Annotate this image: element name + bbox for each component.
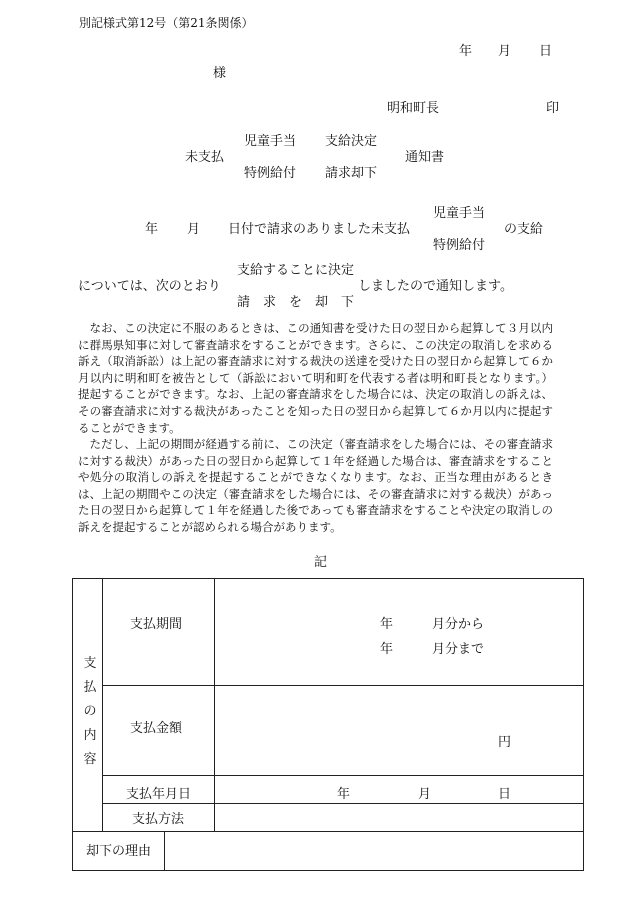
table-group-label: 支 払 の 内 容	[83, 656, 97, 767]
date-day-label: 日	[539, 44, 553, 59]
payment-amount-label: 支払金額	[130, 721, 183, 736]
period-from-year: 年	[380, 617, 394, 632]
intro-rejected: 請 求 を 却 下	[237, 295, 355, 310]
intro-notice-suffix: しましたので通知します。	[358, 279, 513, 294]
intro-month-label: 月	[187, 222, 201, 237]
intro-year-label: 年	[145, 222, 159, 237]
payment-period-label: 支払期間	[130, 617, 183, 632]
table-divider	[102, 578, 103, 831]
intro-allowance-child: 児童手当	[433, 206, 486, 221]
body-paragraph-1: なお、この決定に不服のあるときは、この通知書を受けた日の翌日から起算して３月以内に群馬県知事に対して審査請求をすることができます。さらに、この決定の取消しを求める訴え（取消訴訟）は上記の審査請求に対する裁決の送達を受けた日の翌日から起算して６か月以内に明和町を被告として（訴訟において明和町を代表する者は明和町長となります。）提起することができます。なお、上記の審査請求をした場合には、決定の取消しの訴えは、その審査請求に対する裁決があったことを知った日の翌日から起算して６か月以内に提起することができます。	[78, 321, 553, 435]
title-action-reject: 請求却下	[325, 166, 378, 181]
payment-date-month: 月	[418, 787, 432, 802]
table-divider	[164, 831, 165, 871]
intro-request-text: 日付で請求のありました未支払	[228, 222, 411, 237]
period-from-month: 月分から	[432, 617, 485, 632]
payment-date-day: 日	[498, 787, 512, 802]
title-unpaid: 未支払	[185, 150, 225, 165]
form-number: 別記様式第12号（第21条関係）	[79, 16, 254, 30]
body-paragraph-2: ただし、上記の期間が経過する前に、この決定（審査請求をした場合には、その審査請求に対する裁決）があった日の翌日から起算して１年を経過した場合は、審査請求をすることや処分の取消しの訴えを提起することができなくなります。なお、正当な理由があるときは、上記の期間やこの決定（審査請求をした場合には、その審査請求に対する裁決）があった日の翌日から起算して１年を経過した後であっても審査請求をすることや決定の取消しの訴えを提起することが認められる場合があります。	[78, 437, 553, 534]
payment-method-label: 支払方法	[132, 812, 185, 827]
intro-following-prefix: については、次のとおり	[78, 279, 221, 294]
record-heading: 記	[314, 555, 328, 570]
period-to-month: 月分まで	[432, 642, 485, 657]
intro-payment-suffix: の支給	[504, 222, 544, 237]
intro-decided-pay: 支給することに決定	[237, 263, 355, 278]
title-allowance-child: 児童手当	[244, 134, 297, 149]
addressee-suffix: 様	[213, 66, 227, 81]
table-divider	[72, 831, 584, 832]
issuer-name: 明和町長	[387, 101, 440, 116]
title-notice: 通知書	[405, 150, 445, 165]
date-year-label: 年	[459, 44, 473, 59]
intro-allowance-special: 特例給付	[433, 238, 486, 253]
date-month-label: 月	[498, 44, 512, 59]
table-divider	[102, 685, 584, 686]
payment-date-year: 年	[337, 787, 351, 802]
title-action-decision: 支給決定	[325, 134, 378, 149]
title-allowance-special: 特例給付	[244, 166, 297, 181]
table-divider	[102, 803, 584, 804]
table-divider	[102, 775, 584, 776]
payment-date-label: 支払年月日	[126, 787, 192, 802]
amount-unit: 円	[498, 735, 512, 750]
reject-reason-label: 却下の理由	[86, 844, 152, 859]
table-divider	[214, 578, 215, 831]
seal-mark: 印	[546, 101, 560, 116]
period-to-year: 年	[380, 642, 394, 657]
